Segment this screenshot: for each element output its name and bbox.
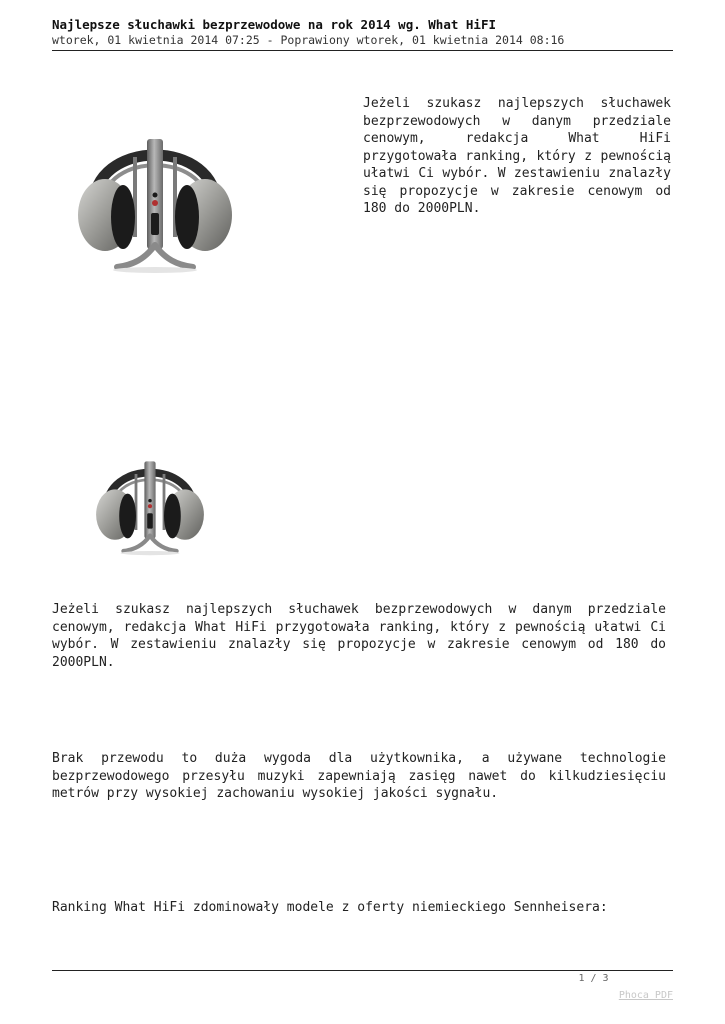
- article-dates: wtorek, 01 kwietnia 2014 07:25 - Poprawiony wtorek, 01 kwietnia 2014 08:16: [52, 33, 565, 47]
- header-divider: [52, 50, 673, 51]
- headphones-on-stand-icon: [55, 92, 360, 314]
- intro-paragraph-side: Jeżeli szukasz najlepszych słuchawek bezprzewodowych w danym przedziale cenowym, redakcja What HiFi przygotowała ranking, który z pewnością ułatwi Ci wybór. W zestawieniu znalazły się propozycje w zakresie cenowym od 180 do 2000PLN.: [363, 96, 671, 216]
- paragraph-intro: Jeżeli szukasz najlepszych słuchawek bezprzewodowych w danym przedziale cenowym, redakcja What HiFi przygotowała ranking, który z pewnością ułatwi Ci wybór. W zestawieniu znalazły się propozycje w zakresie cenowym od 180 do 2000PLN.: [52, 602, 666, 670]
- footer-divider: [52, 970, 673, 971]
- article-title: Najlepsze słuchawki bezprzewodowe na rok 2014 wg. What HiFI: [52, 17, 497, 32]
- headphones-image-large: [55, 92, 360, 314]
- headphones-on-stand-icon: [52, 446, 248, 558]
- headphones-image-small: [52, 446, 248, 558]
- phoca-pdf-link[interactable]: Phoca PDF: [618, 990, 673, 1001]
- page-indicator: 1 / 3: [578, 973, 609, 984]
- paragraph-wireless-benefits: Brak przewodu to duża wygoda dla użytkownika, a używane technologie bezprzewodowego przesyłu muzyki zapewniają zasięg nawet do kilkudziesięciu metrów przy wysokiej zachowaniu wysokiej jakości sygnału.: [52, 751, 666, 801]
- paragraph-ranking: Ranking What HiFi zdominowały modele z oferty niemieckiego Sennheisera:: [52, 900, 608, 915]
